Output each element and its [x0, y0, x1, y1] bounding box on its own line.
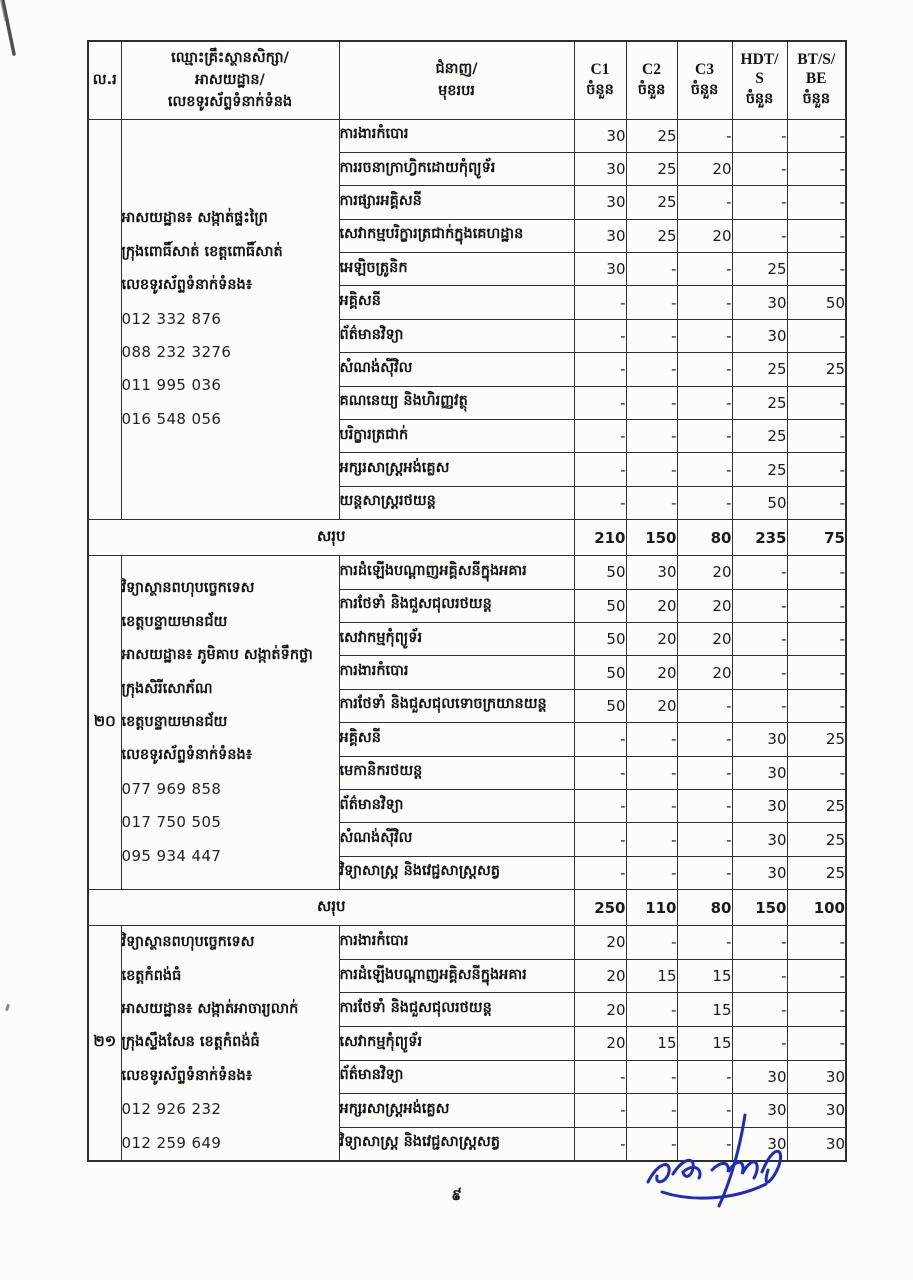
column-header-line: ចំនួន: [690, 81, 719, 98]
count-cell: -: [677, 453, 732, 486]
count-cell: -: [787, 926, 846, 960]
skill-cell: វិទ្យាសាស្ត្រ និងវេជ្ជសាស្ត្រសត្វ: [339, 856, 574, 889]
count-cell: 50: [732, 486, 787, 519]
count-cell: 30: [732, 789, 787, 822]
count-cell: -: [677, 1060, 732, 1094]
column-header-line: ចំនួន: [802, 91, 831, 108]
count-cell: -: [626, 486, 677, 519]
count-cell: -: [677, 286, 732, 319]
table-body: [88, 119, 846, 1161]
count-cell: 25: [626, 186, 677, 219]
count-cell: -: [787, 152, 846, 185]
column-header-btsbe: [787, 41, 846, 119]
count-cell: -: [626, 993, 677, 1027]
count-cell: 25: [787, 723, 846, 756]
column-header-line: ចំនួន: [637, 81, 666, 98]
phone-number: 017 750 505: [121, 813, 222, 832]
skill-cell: ការរចនាក្រាហ្វិកដោយកុំព្យូទ័រ: [339, 152, 574, 185]
count-cell: 50: [574, 556, 626, 589]
table-row: [88, 119, 846, 152]
phone-number: 016 548 056: [121, 409, 222, 428]
institutions-table: [87, 40, 847, 1162]
table-row: [88, 926, 846, 960]
count-cell: -: [626, 823, 677, 856]
count-cell: 30: [574, 152, 626, 185]
count-cell: -: [677, 319, 732, 352]
total-count-cell: 150: [626, 520, 677, 556]
column-header-line: ជំនាញ/: [435, 61, 478, 78]
skill-cell: សេវាកម្មកុំព្យូទ័រ: [339, 622, 574, 655]
column-header-c1: [574, 41, 626, 119]
count-cell: 20: [626, 589, 677, 622]
count-cell: -: [677, 856, 732, 889]
institution-detail-line: អាសយដ្ឋាន៖ ភូមិគាប សង្កាត់ទឹកថ្លា: [121, 647, 313, 664]
count-cell: -: [787, 959, 846, 993]
count-cell: -: [787, 253, 846, 286]
count-cell: -: [732, 689, 787, 722]
total-count-cell: 235: [732, 520, 787, 556]
skill-cell: បរិក្ខារត្រជាក់: [339, 420, 574, 453]
institution-detail-line: លេខទូរស័ព្ទទំនាក់ទំនង៖: [121, 1067, 253, 1084]
count-cell: -: [626, 856, 677, 889]
institution-name-line: វិទ្យាស្ថានពហុបច្ចេកទេស: [121, 934, 255, 951]
skill-cell: ការងារកំបោរ: [339, 926, 574, 960]
institution-cell: [121, 556, 339, 890]
skill-cell: អគ្គិសនី: [339, 286, 574, 319]
total-row: [88, 890, 846, 926]
count-cell: -: [787, 386, 846, 419]
count-cell: -: [626, 756, 677, 789]
count-cell: 30: [732, 1094, 787, 1128]
count-cell: -: [787, 993, 846, 1027]
count-cell: -: [677, 823, 732, 856]
skill-cell: ការថែទាំ និងជួសជុលរថយន្ត: [339, 993, 574, 1027]
column-header-no: [88, 41, 121, 119]
count-cell: 25: [732, 386, 787, 419]
count-cell: -: [677, 186, 732, 219]
count-cell: -: [626, 286, 677, 319]
count-cell: -: [677, 353, 732, 386]
count-cell: -: [732, 656, 787, 689]
count-cell: -: [626, 253, 677, 286]
count-cell: -: [626, 1094, 677, 1128]
institution-detail-line: លេខទូរស័ព្ទទំនាក់ទំនង៖: [121, 747, 253, 764]
skill-cell: អក្សរសាស្ត្រអង់គ្លេស: [339, 453, 574, 486]
skill-cell: ការងារកំបោរ: [339, 656, 574, 689]
count-cell: -: [677, 723, 732, 756]
count-cell: 30: [732, 286, 787, 319]
column-header-c3: [677, 41, 732, 119]
count-cell: 30: [732, 723, 787, 756]
count-cell: -: [787, 420, 846, 453]
count-cell: 25: [732, 453, 787, 486]
column-header-hdts: [732, 41, 787, 119]
count-cell: -: [787, 319, 846, 352]
count-cell: 25: [787, 856, 846, 889]
count-cell: -: [574, 486, 626, 519]
total-count-cell: 250: [574, 890, 626, 926]
count-cell: -: [677, 926, 732, 960]
skill-cell: សេវាកម្មបរិក្ខារត្រជាក់ក្នុងគេហដ្ឋាន: [339, 219, 574, 252]
count-cell: -: [732, 152, 787, 185]
count-cell: 30: [732, 823, 787, 856]
count-cell: -: [574, 723, 626, 756]
count-cell: 25: [787, 353, 846, 386]
scan-speck: [5, 1004, 10, 1012]
count-cell: -: [626, 1127, 677, 1161]
count-cell: -: [574, 1060, 626, 1094]
skill-cell: សំណង់ស៊ីវិល: [339, 823, 574, 856]
count-cell: -: [626, 789, 677, 822]
count-cell: -: [787, 556, 846, 589]
count-cell: -: [787, 589, 846, 622]
skill-cell: ការងារកំបោរ: [339, 119, 574, 152]
count-cell: -: [574, 353, 626, 386]
count-cell: -: [732, 622, 787, 655]
count-cell: -: [626, 386, 677, 419]
count-cell: 30: [787, 1060, 846, 1094]
institution-detail-line: អាសយដ្ឋាន៖ សង្កាត់ផ្ទះព្រៃ: [121, 210, 268, 227]
count-cell: 15: [677, 1026, 732, 1060]
phone-number: 088 232 3276: [121, 343, 232, 362]
column-header-line: S: [755, 70, 764, 88]
count-cell: -: [574, 789, 626, 822]
count-cell: 20: [574, 926, 626, 960]
count-cell: -: [677, 119, 732, 152]
institution-detail-line: ខេត្តបន្ទាយមានជ័យ: [121, 713, 228, 730]
count-cell: 20: [677, 589, 732, 622]
count-cell: -: [626, 420, 677, 453]
count-cell: -: [574, 386, 626, 419]
total-count-cell: 75: [787, 520, 846, 556]
total-count-cell: 80: [677, 890, 732, 926]
column-header-line: C3: [695, 60, 714, 78]
count-cell: 15: [626, 1026, 677, 1060]
count-cell: -: [732, 219, 787, 252]
skill-cell: វិទ្យាសាស្ត្រ និងវេជ្ជសាស្ត្រសត្វ: [339, 1127, 574, 1161]
institution-detail-line: ក្រុងសិរីសោភ័ណ: [121, 680, 213, 697]
count-cell: 50: [574, 589, 626, 622]
column-header-line: មុខរបរ: [438, 83, 475, 100]
count-cell: 25: [787, 823, 846, 856]
phone-number: 077 969 858: [121, 779, 222, 798]
phone-number: 012 259 649: [121, 1133, 222, 1152]
count-cell: 30: [732, 1127, 787, 1161]
column-header-line: C1: [590, 60, 610, 78]
count-cell: -: [787, 622, 846, 655]
count-cell: 20: [677, 152, 732, 185]
count-cell: -: [732, 926, 787, 960]
skill-cell: ព័ត៌មានវិទ្យា: [339, 1060, 574, 1094]
count-cell: 25: [626, 119, 677, 152]
count-cell: -: [574, 823, 626, 856]
count-cell: -: [787, 689, 846, 722]
count-cell: -: [626, 453, 677, 486]
skill-cell: អក្សរសាស្ត្រអង់គ្លេស: [339, 1094, 574, 1128]
count-cell: 30: [732, 1060, 787, 1094]
count-cell: -: [626, 319, 677, 352]
count-cell: 25: [626, 219, 677, 252]
institution-detail-line: ក្រុងពោធិ៍សាត់ ខេត្តពោធិ៍សាត់: [121, 243, 283, 260]
count-cell: 30: [732, 756, 787, 789]
institution-cell: [121, 119, 339, 520]
count-cell: -: [732, 993, 787, 1027]
count-cell: -: [732, 959, 787, 993]
total-count-cell: 100: [787, 890, 846, 926]
skill-cell: ការថែទាំ និងជួសជុលទោចក្រយានយន្ត: [339, 689, 574, 722]
count-cell: 20: [574, 1026, 626, 1060]
total-label-cell: សរុប: [88, 520, 574, 556]
count-cell: -: [677, 1094, 732, 1128]
skill-cell: យន្តសាស្ត្ររថយន្ត: [339, 486, 574, 519]
count-cell: 25: [732, 420, 787, 453]
count-cell: 30: [574, 186, 626, 219]
count-cell: 50: [574, 689, 626, 722]
row-number-cell: ២០: [88, 556, 121, 890]
total-count-cell: 210: [574, 520, 626, 556]
count-cell: 30: [574, 119, 626, 152]
count-cell: -: [574, 319, 626, 352]
header-row: [88, 41, 846, 119]
total-row: [88, 520, 846, 556]
count-cell: -: [626, 353, 677, 386]
row-number-cell: ២១: [88, 926, 121, 1161]
count-cell: 15: [677, 993, 732, 1027]
total-label-cell: សរុប: [88, 890, 574, 926]
count-cell: -: [732, 119, 787, 152]
count-cell: -: [574, 453, 626, 486]
phone-number: 011 995 036: [121, 376, 222, 395]
institution-name-line: វិទ្យាស្ថានពហុបច្ចេកទេស: [121, 580, 255, 597]
column-header-line: C2: [642, 60, 661, 78]
count-cell: -: [787, 656, 846, 689]
count-cell: -: [787, 186, 846, 219]
count-cell: 30: [732, 319, 787, 352]
count-cell: -: [677, 1127, 732, 1161]
count-cell: -: [574, 1094, 626, 1128]
scan-artifact: [0, 0, 30, 70]
total-count-cell: 150: [732, 890, 787, 926]
count-cell: -: [626, 1060, 677, 1094]
row-number-cell: [88, 119, 121, 520]
column-header-line: BT/S/: [797, 51, 836, 69]
column-header-line: ចំនួន: [745, 91, 774, 108]
column-header-line: លេខទូរស័ព្ទទំនាក់ទំនង: [167, 94, 293, 111]
count-cell: 20: [677, 656, 732, 689]
count-cell: -: [626, 723, 677, 756]
count-cell: -: [677, 689, 732, 722]
skill-cell: មេកានិករថយន្ត: [339, 756, 574, 789]
column-header-line: BE: [805, 70, 827, 88]
institution-detail-line: អាសយដ្ឋាន៖ សង្កាត់អាចារ្យលាក់: [121, 1000, 299, 1017]
count-cell: 25: [626, 152, 677, 185]
institution-detail-line: ក្រុងស្ទឹងសែន ខេត្តកំពង់ធំ: [121, 1034, 260, 1051]
count-cell: -: [574, 856, 626, 889]
column-header-c2: [626, 41, 677, 119]
count-cell: -: [787, 453, 846, 486]
skill-cell: ព័ត៌មានវិទ្យា: [339, 319, 574, 352]
count-cell: 25: [787, 789, 846, 822]
count-cell: -: [732, 556, 787, 589]
count-cell: -: [677, 486, 732, 519]
skill-cell: អគ្គិសនី: [339, 723, 574, 756]
count-cell: 15: [677, 959, 732, 993]
column-header-skill: [339, 41, 574, 119]
column-header-line: HDT/: [740, 51, 779, 69]
count-cell: 25: [732, 253, 787, 286]
count-cell: -: [787, 219, 846, 252]
table-row: [88, 556, 846, 589]
table-header: [88, 41, 846, 119]
count-cell: 20: [677, 622, 732, 655]
total-count-cell: 80: [677, 520, 732, 556]
count-cell: -: [787, 756, 846, 789]
count-cell: 20: [626, 656, 677, 689]
total-count-cell: 110: [626, 890, 677, 926]
count-cell: -: [677, 420, 732, 453]
skill-cell: សំណង់ស៊ីវិល: [339, 353, 574, 386]
skill-cell: គណនេយ្យ និងហិរញ្ញវត្ថុ: [339, 386, 574, 419]
column-header-line: អាសយដ្ឋាន/: [195, 72, 265, 89]
count-cell: 30: [732, 856, 787, 889]
institution-name-line: ខេត្តបន្ទាយមានជ័យ: [121, 613, 228, 630]
count-cell: -: [732, 1026, 787, 1060]
skill-cell: ការដំឡើងបណ្ដាញអគ្គិសនីក្នុងអគារ: [339, 959, 574, 993]
column-header-line: ល.រ: [92, 72, 117, 89]
count-cell: 20: [626, 689, 677, 722]
count-cell: -: [574, 286, 626, 319]
count-cell: 20: [677, 556, 732, 589]
count-cell: -: [677, 386, 732, 419]
page-number: ៩: [451, 1186, 462, 1204]
count-cell: 30: [626, 556, 677, 589]
count-cell: 20: [677, 219, 732, 252]
count-cell: -: [626, 926, 677, 960]
institution-name-line: ខេត្តកំពង់ធំ: [121, 967, 182, 984]
count-cell: -: [732, 186, 787, 219]
column-header-line: ឈ្មោះគ្រឹះស្ថានសិក្សា/: [171, 50, 289, 67]
count-cell: -: [787, 1026, 846, 1060]
skill-cell: សេវាកម្មកុំព្យូទ័រ: [339, 1026, 574, 1060]
phone-number: 095 934 447: [121, 846, 222, 865]
institution-cell: [121, 926, 339, 1161]
column-header-line: ចំនួន: [586, 81, 614, 98]
count-cell: 30: [787, 1094, 846, 1128]
phone-number: 012 926 232: [121, 1100, 222, 1119]
skill-cell: អេឡិចត្រូនិក: [339, 253, 574, 286]
count-cell: -: [732, 589, 787, 622]
count-cell: 30: [787, 1127, 846, 1161]
skill-cell: ការដំឡើងបណ្ដាញអគ្គិសនីក្នុងអគារ: [339, 556, 574, 589]
count-cell: 30: [574, 219, 626, 252]
count-cell: 20: [574, 959, 626, 993]
count-cell: 20: [574, 993, 626, 1027]
skill-cell: ព័ត៌មានវិទ្យា: [339, 789, 574, 822]
count-cell: -: [677, 789, 732, 822]
count-cell: 30: [574, 253, 626, 286]
count-cell: -: [677, 253, 732, 286]
institution-detail-line: លេខទូរស័ព្ទទំនាក់ទំនង៖: [121, 277, 253, 294]
count-cell: -: [574, 420, 626, 453]
count-cell: -: [787, 119, 846, 152]
count-cell: 50: [787, 286, 846, 319]
count-cell: 50: [574, 622, 626, 655]
count-cell: 20: [626, 622, 677, 655]
count-cell: -: [787, 486, 846, 519]
count-cell: 50: [574, 656, 626, 689]
phone-number: 012 332 876: [121, 309, 222, 328]
count-cell: 25: [732, 353, 787, 386]
column-header-institution: [121, 41, 339, 119]
count-cell: -: [574, 756, 626, 789]
count-cell: 15: [626, 959, 677, 993]
count-cell: -: [574, 1127, 626, 1161]
skill-cell: ការថែទាំ និងជួសជុលរថយន្ត: [339, 589, 574, 622]
count-cell: -: [677, 756, 732, 789]
skill-cell: ការផ្សារអគ្គិសនី: [339, 186, 574, 219]
